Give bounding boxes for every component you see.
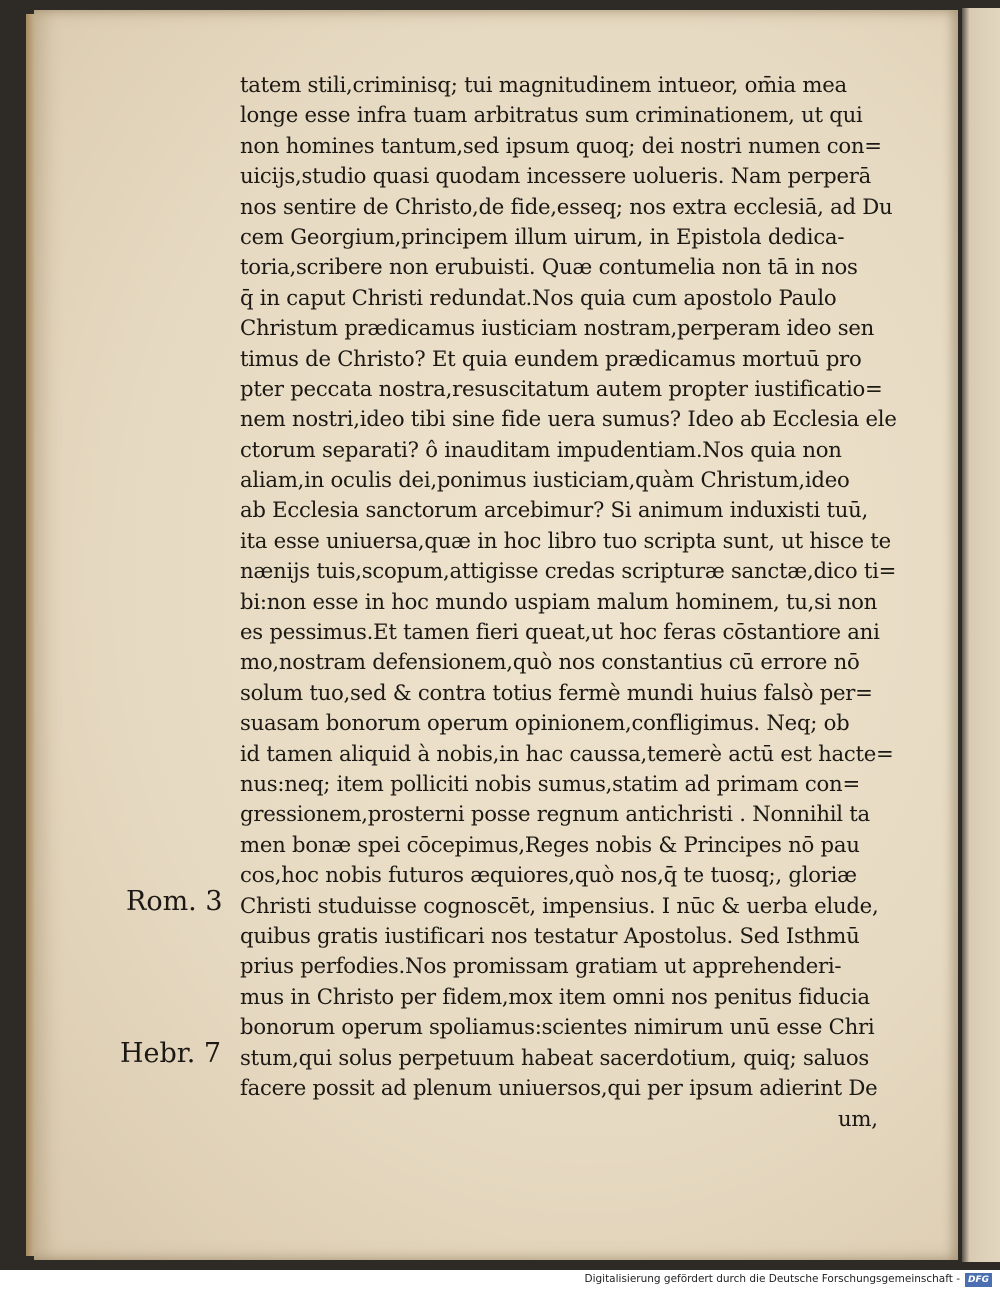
text-line: stum,qui solus perpetuum habeat sacerdotium, quiq; saluos (240, 1044, 870, 1070)
text-line: Christum prædicamus iusticiam nostram,perperam ideo sen (240, 315, 875, 341)
text-line: longe esse infra tuam arbitratus sum criminationem, ut qui (240, 102, 863, 128)
text-line: pter peccata nostra,resuscitatum autem propter iustificatio= (240, 375, 883, 401)
text-line: bi:non esse in hoc mundo uspiam malum hominem, tu,si non (240, 588, 878, 614)
text-line: suasam bonorum operum opinionem,confligimus. Neq; ob (240, 710, 850, 736)
text-line: ctorum separati? ô inauditam impudentiam.Nos quia non (240, 436, 842, 462)
text-line: nus:neq; item polliciti nobis sumus,statim ad primam con= (240, 770, 860, 796)
text-line: es pessimus.Et tamen fieri queat,ut hoc feras cōstantiore ani (240, 619, 880, 645)
text-line: timus de Christo? Et quia eundem prædicamus mortuū pro (240, 345, 862, 371)
text-line: prius perfodies.Nos promissam gratiam ut apprehenderi- (240, 953, 842, 979)
footer-bar (0, 1270, 1000, 1291)
text-line: non homines tantum,sed ipsum quoq; dei nostri numen con= (240, 132, 882, 158)
body-text (240, 70, 920, 1103)
text-line: uicijs,studio quasi quodam incessere uolueris. Nam perperā (240, 163, 872, 189)
text-line: gressionem,prosterni posse regnum antichristi . Nonnihil ta (240, 801, 870, 827)
text-line: mo,nostram defensionem,quò nos constantius cū errore nō (240, 649, 860, 675)
text-line: toria,scribere non erubuisti. Quæ contumelia non tā in nos (240, 254, 858, 280)
text-line: cos,hoc nobis futuros æquiores,quò nos,q̄ te tuosq;, gloriæ (240, 862, 857, 888)
text-line: bonorum operum spoliamus:scientes nimirum unū esse Chri (240, 1014, 875, 1040)
funding-credit: Digitalisierung gefördert durch die Deutsche Forschungsgemeinschaft - (584, 1273, 960, 1285)
catchword: um, (838, 1106, 878, 1131)
dfg-logo: DFG (965, 1273, 992, 1287)
text-line: solum tuo,sed & contra totius fermè mundi huius falsò per= (240, 679, 873, 705)
text-line: id tamen aliquid à nobis,in hac caussa,temerè actū est hacte= (240, 740, 894, 766)
text-line: men bonæ spei cōcepimus,Reges nobis & Principes nō pau (240, 831, 860, 857)
text-line: nos sentire de Christo,de fide,esseq; nos extra ecclesiā, ad Du (240, 193, 893, 219)
text-line: tatem stili,criminisq; tui magnitudinem intueor, om̄ia mea (240, 72, 847, 97)
text-line: quibus gratis iustificari nos testatur Apostolus. Sed Isthmū (240, 922, 860, 948)
text-line: q̄ in caput Christi redundat.Nos quia cum apostolo Paulo (240, 284, 837, 310)
text-line: ab Ecclesia sanctorum arcebimur? Si animum induxisti tuū, (240, 497, 868, 523)
text-line: facere possit ad plenum uniuersos,qui per ipsum adierint De (240, 1074, 878, 1100)
text-line: nænijs tuis,scopum,attigisse credas scripturæ sanctæ,dico ti= (240, 558, 897, 584)
margin-note-rom: Rom. 3 (126, 886, 223, 917)
text-line: nem nostri,ideo tibi sine fide uera sumus? Ideo ab Ecclesia ele (240, 406, 897, 432)
text-line: mus in Christo per fidem,mox item omni nos penitus fiducia (240, 983, 870, 1009)
text-line: aliam,in oculis dei,ponimus iusticiam,quàm Christum,ideo (240, 467, 850, 493)
text-line: ita esse uniuersa,quæ in hoc libro tuo scripta sunt, ut hisce te (240, 527, 891, 553)
facing-page-edge (962, 8, 1000, 1262)
text-line: Christi studuisse cognoscēt, impensius. I nūc & uerba elude, (240, 892, 879, 918)
text-line: cem Georgium,principem illum uirum, in Epistola dedica- (240, 223, 845, 249)
margin-note-hebr: Hebr. 7 (120, 1038, 222, 1069)
